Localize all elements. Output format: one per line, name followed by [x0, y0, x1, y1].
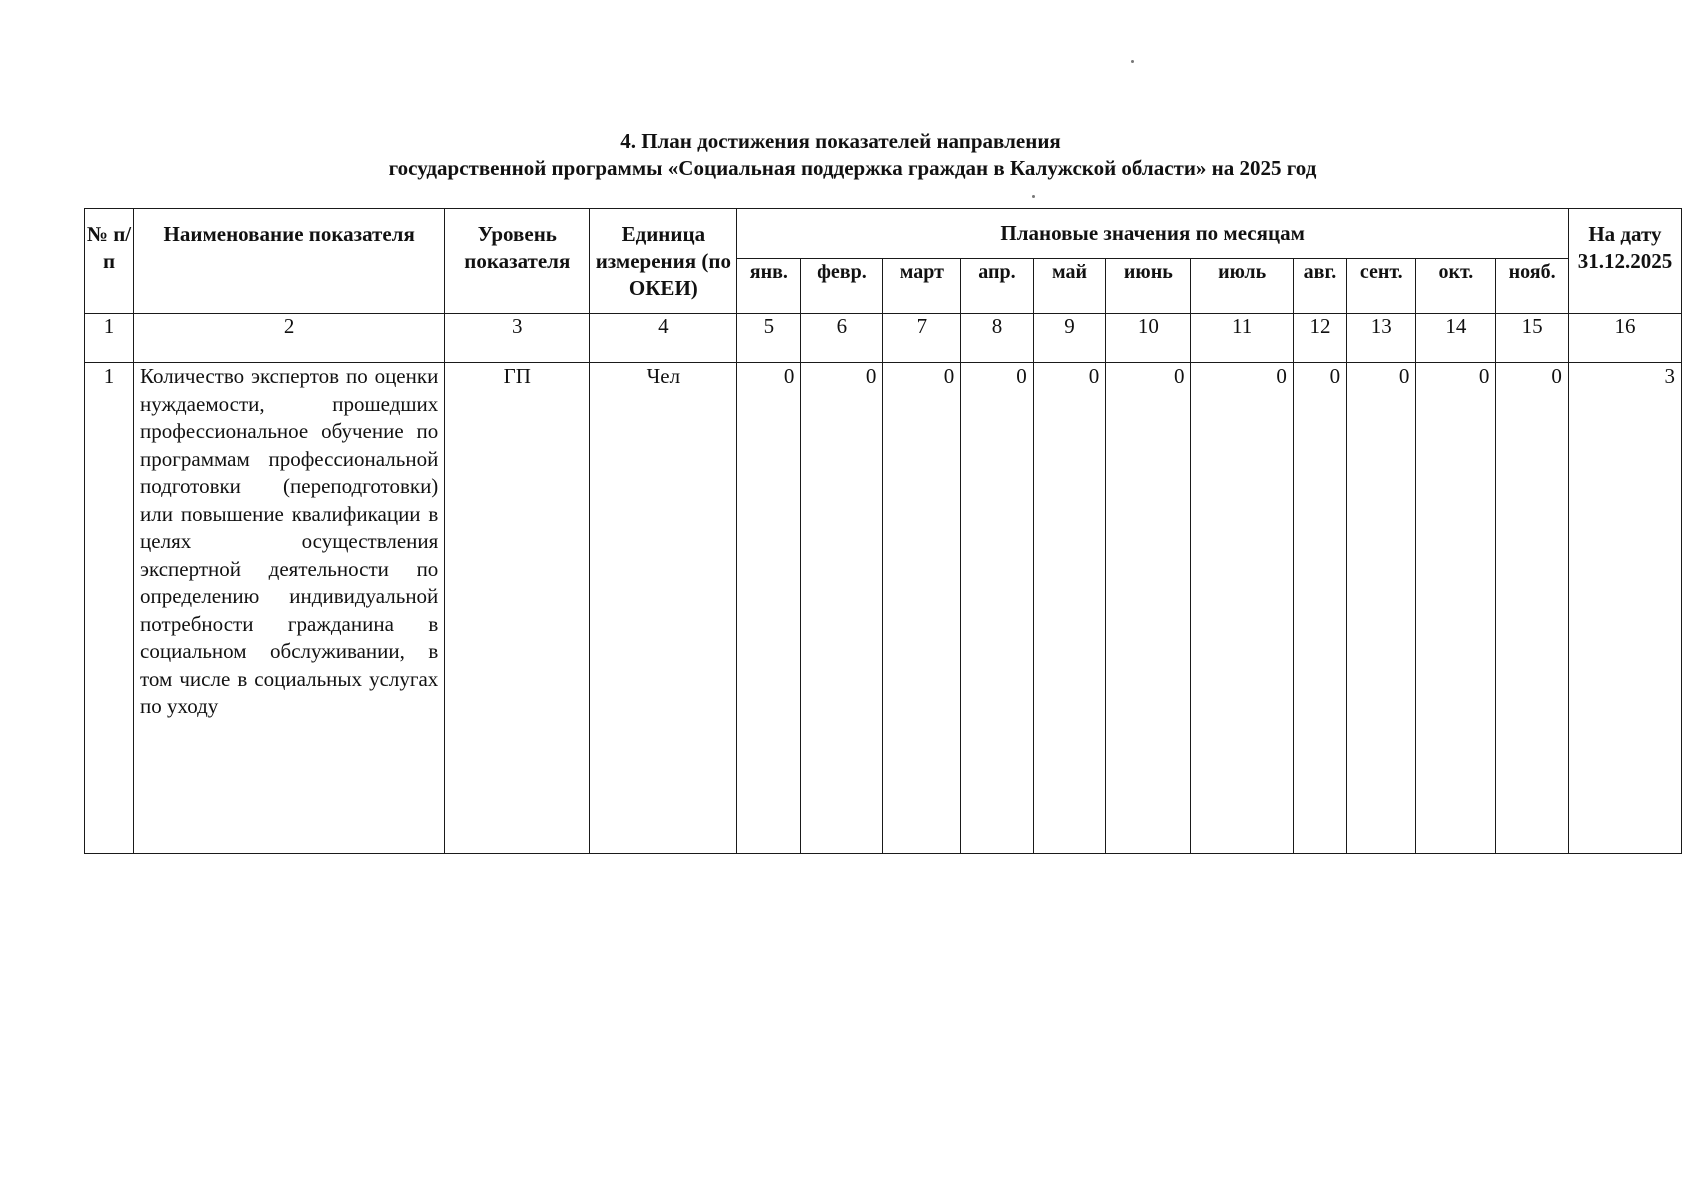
- monthly-value: 0: [1106, 363, 1191, 854]
- column-number: 1: [85, 314, 134, 363]
- header-on-date: На дату 31.12.2025: [1568, 209, 1681, 314]
- monthly-value: 0: [737, 363, 801, 854]
- indicator-name: Количество экспертов по оценки нуждаемости, прошедших профессиональное обучение по программам профессиональной подготовки (переподготовки) или повышение квалификации в целях осуществления экспертной деятельности по определению индивидуальной потребности гражданина в социальном обслуживании, в том числе в социальных услугах по уходу: [134, 363, 445, 854]
- monthly-value: 0: [1191, 363, 1293, 854]
- header-month: июль: [1191, 259, 1293, 314]
- header-month: янв.: [737, 259, 801, 314]
- scan-speck: [1131, 60, 1134, 63]
- column-number: 5: [737, 314, 801, 363]
- document-title: [0, 128, 1697, 182]
- column-numbers-row: [85, 314, 1682, 363]
- indicators-plan-table: [84, 208, 1682, 854]
- header-month: сент.: [1347, 259, 1416, 314]
- monthly-value: 0: [883, 363, 961, 854]
- header-indicator-name: Наименование показателя: [134, 209, 445, 314]
- header-month: май: [1033, 259, 1105, 314]
- header-month: июнь: [1106, 259, 1191, 314]
- header-month: апр.: [961, 259, 1033, 314]
- column-number: 9: [1033, 314, 1105, 363]
- header-indicator-level: Уровень показателя: [445, 209, 590, 314]
- column-number: 3: [445, 314, 590, 363]
- monthly-value: 0: [1496, 363, 1569, 854]
- column-number: 11: [1191, 314, 1293, 363]
- monthly-value: 0: [1416, 363, 1496, 854]
- column-number: 8: [961, 314, 1033, 363]
- indicator-level: ГП: [445, 363, 590, 854]
- header-month: окт.: [1416, 259, 1496, 314]
- header-month: нояб.: [1496, 259, 1569, 314]
- column-number: 16: [1568, 314, 1681, 363]
- row-number: 1: [85, 363, 134, 854]
- on-date-value: 3: [1568, 363, 1681, 854]
- header-num: № п/п: [85, 209, 134, 314]
- title-line-1: 4. План достижения показателей направления: [620, 129, 1061, 153]
- header-month: февр.: [801, 259, 883, 314]
- monthly-value: 0: [1033, 363, 1105, 854]
- table-row: [85, 363, 1682, 854]
- column-number: 6: [801, 314, 883, 363]
- header-unit: Единица измерения (по ОКЕИ): [590, 209, 737, 314]
- monthly-value: 0: [801, 363, 883, 854]
- column-number: 10: [1106, 314, 1191, 363]
- title-line-2: государственной программы «Социальная поддержка граждан в Калужской области» на 2025 год: [388, 156, 1317, 180]
- monthly-value: 0: [961, 363, 1033, 854]
- column-number: 15: [1496, 314, 1569, 363]
- column-number: 2: [134, 314, 445, 363]
- column-number: 4: [590, 314, 737, 363]
- column-number: 12: [1293, 314, 1346, 363]
- header-month: март: [883, 259, 961, 314]
- column-number: 14: [1416, 314, 1496, 363]
- scan-speck: [1032, 195, 1035, 198]
- column-number: 13: [1347, 314, 1416, 363]
- monthly-value: 0: [1347, 363, 1416, 854]
- header-month: авг.: [1293, 259, 1346, 314]
- header-monthly-plan: Плановые значения по месяцам: [737, 209, 1569, 259]
- indicator-unit: Чел: [590, 363, 737, 854]
- monthly-value: 0: [1293, 363, 1346, 854]
- column-number: 7: [883, 314, 961, 363]
